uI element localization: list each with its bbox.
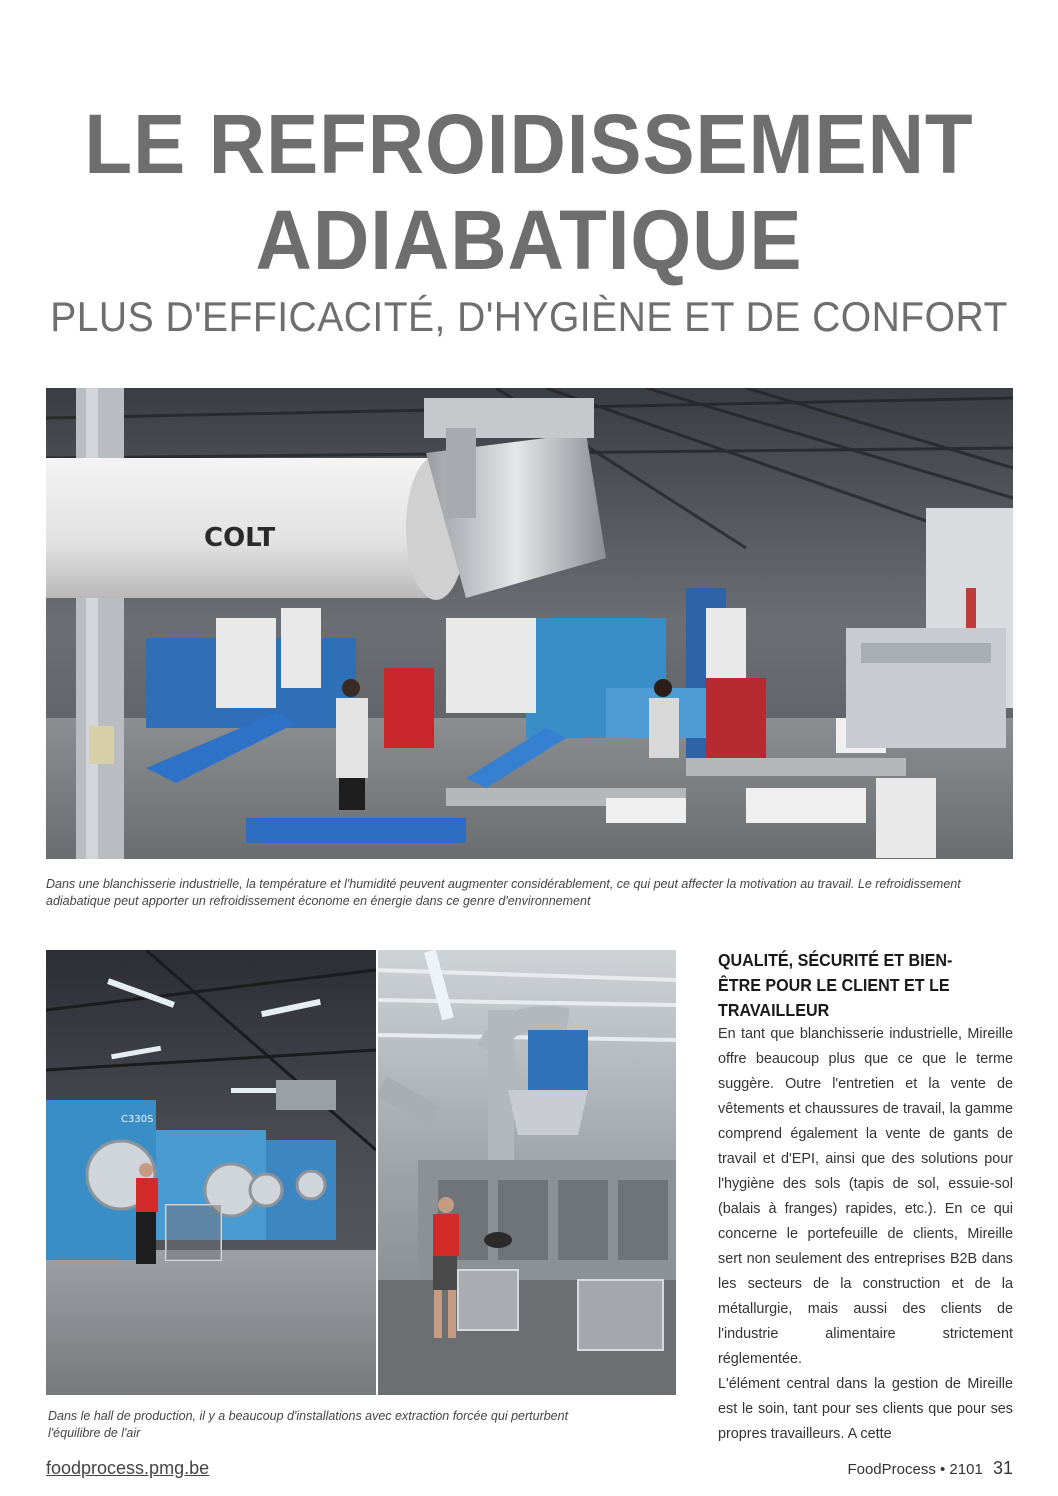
section-heading: QUALITÉ, SÉCURITÉ ET BIEN-ÊTRE POUR LE CLIENT ET LE TRAVAILLEUR [718,950,953,1020]
bottom-photo-caption: Dans le hall de production, il y a beaucoup d'installations avec extraction forcée qui perturbent l'équilibre de l'air [48,1409,569,1440]
page-title [37,96,1021,288]
washing-machines-photo [46,950,376,1395]
title-line-1: LE REFROIDISSEMENT [84,97,974,191]
paragraph: En tant que blanchisserie industrielle, Mireille offre beaucoup plus que ce que le terme suggère. Outre l'entretien et la vente de vêtements et chaussures de travail, la gamme comprend également la vente de gants de travail et d'EPI, ainsi que des solutions pour l'hygiène des sols (tapis de sol, essuie-sol (balais à franges) rapides, etc.). En ce qui concerne le portefeuille de clients, Mireille sert non seulement des entreprises B2B dans les secteurs de la construction et de la métallurgie, mais aussi des clients de l'industrie alimentaire strictement réglementée. [718,1026,1013,1367]
page-number: 31 [992,1458,1013,1478]
paragraph: L'élément central dans la gestion de Mireille est le soin, tant pour ses clients que pour ses propres travailleurs. A cette [718,1376,1013,1442]
issue-label: FoodProcess • 2101 [847,1461,983,1478]
website-link[interactable]: foodprocess.pmg.be [46,1458,210,1478]
machine-label: C330S [121,1114,154,1125]
footer-issue [847,1458,1013,1479]
article-body [718,1022,1013,1447]
extraction-duct-photo [378,950,676,1395]
top-photo-caption: Dans une blanchisserie industrielle, la température et l'humidité peuvent augmenter considérablement, ce qui peut affecter la motivation au travail. Le refroidissement adiabatique peut apporter un refroidissement économe en énergie dans ce genre d'environnement [46,877,961,908]
colt-logo: COLT [204,523,276,553]
page-subtitle: PLUS D'EFFICACITÉ, D'HYGIÈNE ET DE CONFORT [50,293,1008,340]
title-line-2: ADIABATIQUE [255,193,803,287]
laundry-hall-photo [46,388,1013,859]
